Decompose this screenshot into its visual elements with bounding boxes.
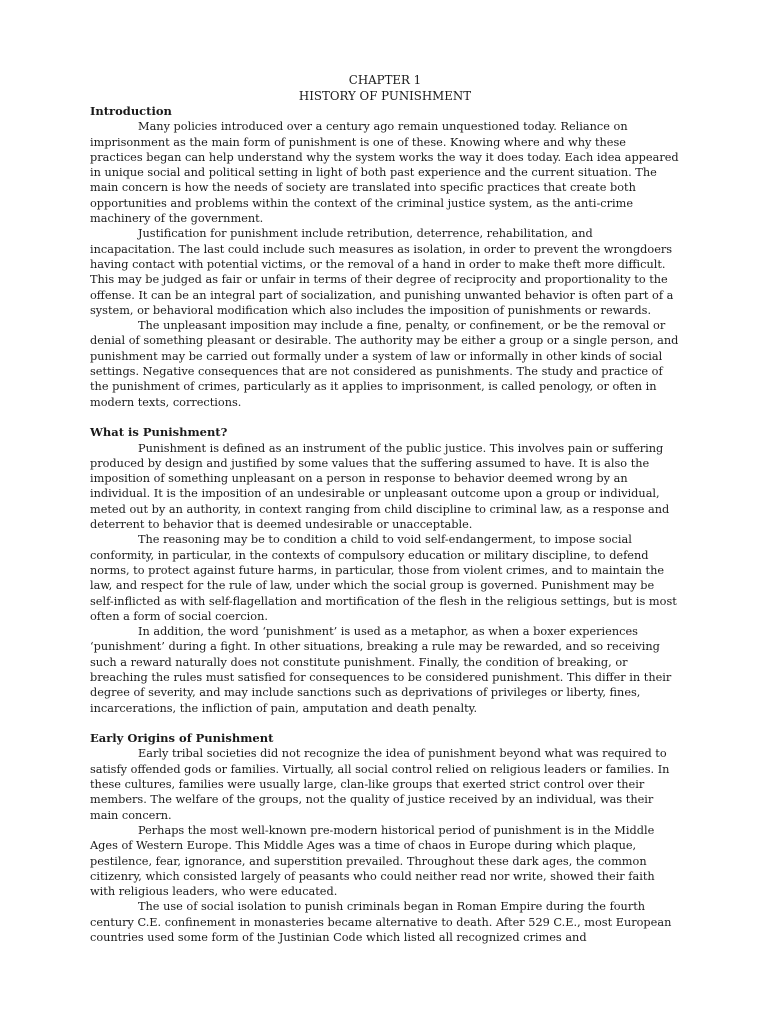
paragraph: In addition, the word ‘punishment’ is used as a metaphor, as when a boxer experiences ‘punishment’ during a fight. In other situations, breaking a rule may be rewarded, and so receiving such a reward naturally does not constitute punishment. Finally, the condition of breaking, or breaching the rules must satisfied for consequences to be considered punishment. This differ in their degree of severity, and may include sanctions such as deprivations of privileges or liberty, fines, incarcerations, the infliction of pain, amputation and death penalty.	[90, 625, 672, 715]
paragraph: Punishment is defined as an instrument of the public justice. This involves pain or suffering produced by design and justified by some values that the suffering assumed to have. It is also the imposition of something unpleasant on a person in response to behavior deemed wrong by an individual. It is the imposition of an undesirable or unpleasant outcome upon a group or individual, meted out by an authority, in context ranging from child discipline to criminal law, as a response and deterrent to behavior that is deemed undesirable or unacceptable.	[90, 441, 670, 532]
paragraph: The use of social isolation to punish criminals began in Roman Empire during the fourth century C.E. confinement in monasteries became alternative to death. After 529 C.E., most European countries used some form of the Justinian Code which listed all recognized crimes and	[90, 900, 672, 945]
paragraph: The reasoning may be to condition a child to void self-endangerment, to impose social conformity, in particular, in the contexts of compulsory education or military discipline, to defend norms, to protect against future harms, in particular, those from violent crimes, and to maintain the law, and respect for the rule of law, under which the social group is governed. Punishment may be self-inflicted as with self-flagellation and mortification of the flesh in the religious settings, but is most often a form of social coercion.	[90, 533, 677, 623]
paragraph: The unpleasant imposition may include a fine, penalty, or confinement, or be the removal or denial of something pleasant or desirable. The authority may be either a group or a single person, and punishment may be carried out formally under a system of law or informally in other kinds of social settings. Negative consequences that are not considered as punishments. The study and practice of the punishment of crimes, particularly as it applies to imprisonment, is called penology, or often in modern texts, corrections.	[90, 319, 679, 409]
section-heading-early-origins: Early Origins of Punishment	[90, 731, 274, 746]
paragraph: Early tribal societies did not recognize the idea of punishment beyond what was required to satisfy offended gods or families. Virtually, all social control relied on religious leaders or families. In these cultures, families were usually large, clan-like groups that exerted strict control over their members. The welfare of the groups, not the quality of justice received by an individual, was their main concern.	[90, 747, 670, 822]
chapter-title: HISTORY OF PUNISHMENT	[298, 89, 472, 103]
paragraph: Justification for punishment include retribution, deterrence, rehabilitation, and incapacitation. The last could include such measures as isolation, in order to prevent the wrongdoers having contact with potential victims, or the removal of a hand in order to make theft more difficult. This may be judged as fair or unfair in terms of their degree of reciprocity and proportionality to the offense. It can be an integral part of socialization, and punishing unwanted behavior is often part of a system, or behavioral modification which also includes the imposition of punishments or rewards.	[90, 227, 674, 317]
section-gap	[90, 410, 680, 425]
section-heading-what-is-punishment: What is Punishment?	[90, 425, 228, 440]
section-heading-introduction: Introduction	[90, 104, 172, 118]
paragraph: Perhaps the most well-known pre-modern historical period of punishment is in the Middle Ages of Western Europe. This Middle Ages was a time of chaos in Europe during which plaque, pestilence, fear, ignorance, and superstition prevailed. Throughout these dark ages, the common citizenry, which consisted largely of peasants who could neither read nor write, showed their faith with religious leaders, who were educated.	[90, 823, 655, 899]
paragraph: Many policies introduced over a century ago remain unquestioned today. Reliance on imprisonment as the main form of punishment is one of these. Knowing where and why these practices began can help understand why the system works the way it does today. Each idea appeared in unique social and political setting in light of both past experience and the current situation. The main concern is how the needs of society are translated into specific practices that create both opportunities and problems within the context of the criminal justice system, as the anti-crime machinery of the government.	[90, 120, 679, 226]
section-gap	[90, 716, 680, 731]
chapter-number: CHAPTER 1	[348, 73, 422, 87]
